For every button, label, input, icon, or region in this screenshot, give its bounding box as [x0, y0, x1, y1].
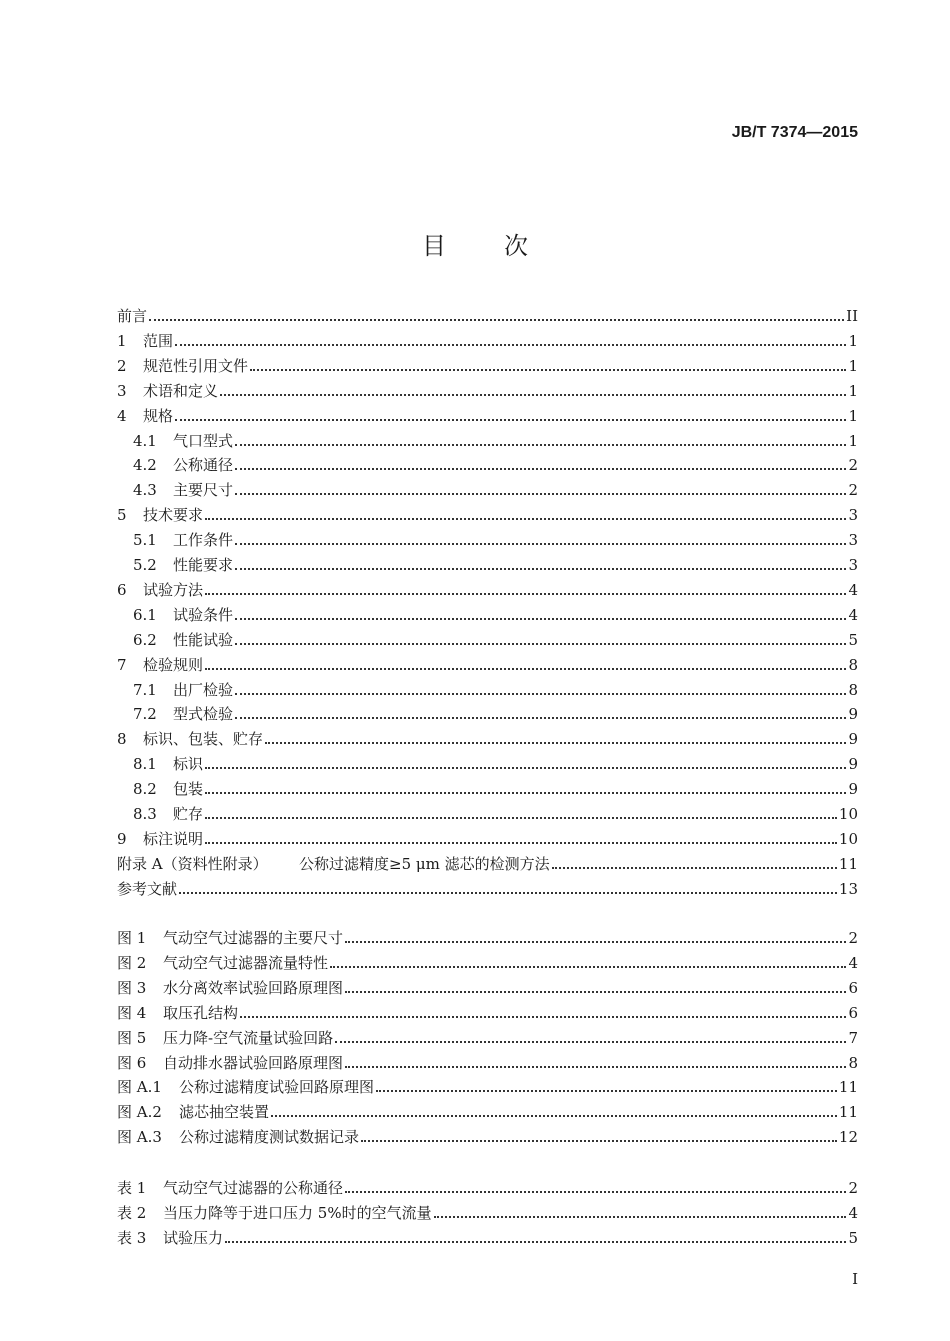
toc-entry-number: 1: [117, 331, 127, 350]
figure-entry-label: 气动空气过滤器流量特性: [163, 953, 329, 972]
toc-entry-number: 4.1: [133, 431, 157, 450]
toc-entry-label: 范围: [143, 331, 174, 350]
toc-entry-leader-dots: [149, 319, 844, 321]
figure-entry-page: 6: [848, 1003, 858, 1022]
title-char-2: 次: [504, 232, 528, 260]
toc-entry-number: 5: [117, 506, 127, 525]
toc-entry[interactable]: [117, 630, 858, 650]
figure-entry-leader-dots: [271, 1115, 837, 1117]
figure-entry-page: 4: [848, 953, 858, 972]
toc-entry-leader-dots: [175, 344, 846, 346]
toc-entry[interactable]: [117, 505, 858, 525]
figure-entry[interactable]: [117, 1003, 858, 1023]
toc-entry-page: 1: [848, 431, 858, 450]
toc-entry-label: 标识: [173, 755, 204, 774]
figure-entry-page: 8: [848, 1053, 858, 1072]
toc-entry-leader-dots: [205, 767, 846, 769]
toc-entry-leader-dots: [235, 543, 846, 545]
toc-entry[interactable]: [117, 306, 858, 326]
toc-entry[interactable]: [117, 406, 858, 426]
toc-entry-number: 4.3: [133, 481, 157, 500]
toc-entry-leader-dots: [205, 518, 846, 520]
toc-entry-number: 7: [117, 655, 127, 674]
toc-entry-label: 参考文献: [117, 879, 178, 898]
toc-entry[interactable]: [117, 605, 858, 625]
toc-entry-page: 8: [848, 655, 858, 674]
figure-entry-leader-dots: [330, 966, 846, 968]
table-entry-label: 当压力降等于进口压力 5%时的空气流量: [163, 1204, 432, 1222]
toc-entry-leader-dots: [179, 892, 837, 894]
toc-entry-leader-dots: [220, 394, 846, 396]
table-entry-label: 气动空气过滤器的公称通径: [163, 1179, 344, 1197]
figure-entry-page: 7: [848, 1028, 858, 1047]
toc-entry-label: 主要尺寸: [173, 481, 234, 500]
toc-entry-label: 性能试验: [173, 630, 234, 649]
toc-entry-page: 1: [848, 381, 858, 400]
toc-entry-number: 7.2: [133, 705, 157, 724]
toc-entry-leader-dots: [205, 593, 846, 595]
table-entry-leader-dots: [345, 1191, 846, 1193]
toc-entry-page: 10: [838, 805, 858, 823]
figure-entry-leader-dots: [335, 1041, 846, 1043]
table-entry-label: 试验压力: [163, 1229, 224, 1247]
toc-entry-leader-dots: [235, 643, 846, 645]
table-entry-page: 4: [848, 1204, 858, 1222]
toc-entry-leader-dots: [235, 693, 846, 695]
table-entry-leader-dots: [225, 1241, 846, 1243]
toc-entry-number: 3: [117, 381, 127, 400]
figure-entry-label: 水分离效率试验回路原理图: [163, 978, 344, 997]
table-entry-number: 表 2: [117, 1204, 147, 1222]
figure-entry-label: 公称过滤精度试验回路原理图: [179, 1078, 375, 1097]
toc-entry[interactable]: [117, 829, 858, 849]
figure-entry-page: 11: [838, 1103, 858, 1122]
toc-entry-number: 2: [117, 356, 127, 375]
table-entry-number: 表 1: [117, 1179, 147, 1197]
toc-entry-label: 技术要求: [143, 506, 204, 525]
toc-entry[interactable]: [117, 680, 858, 700]
toc-entry-label: 试验方法: [143, 580, 204, 599]
figure-entry-leader-dots: [361, 1140, 837, 1142]
toc-entry-page: 3: [848, 531, 858, 550]
toc-entry-number: 7.1: [133, 680, 157, 699]
toc-entry-page: 2: [848, 456, 858, 475]
toc-entry[interactable]: [117, 455, 858, 475]
toc-entry-page: 11: [838, 854, 858, 873]
toc-entry-label: 检验规则: [143, 655, 204, 674]
figure-entry[interactable]: [117, 978, 858, 998]
toc-entry-page: 4: [848, 605, 858, 624]
toc-entry-number: 附录 A（资料性附录）: [117, 854, 268, 873]
figure-entry[interactable]: [117, 928, 858, 948]
toc-entry-page: 1: [848, 406, 858, 425]
toc-entry-leader-dots: [205, 817, 837, 819]
figure-entry-leader-dots: [376, 1090, 837, 1092]
toc-entry-leader-dots: [265, 742, 846, 744]
figure-entry[interactable]: [117, 1102, 858, 1122]
table-entry[interactable]: [117, 1228, 858, 1248]
figure-entry-page: 12: [838, 1128, 858, 1147]
figure-entry-number: 图 4: [117, 1003, 147, 1022]
toc-entry-number: 6.2: [133, 630, 157, 649]
toc-entry[interactable]: [117, 356, 858, 376]
figure-entry-label: 滤芯抽空装置: [179, 1103, 270, 1122]
toc-entry-label: 工作条件: [173, 531, 234, 550]
page-title: [0, 226, 950, 261]
figure-entry-number: 图 5: [117, 1028, 147, 1047]
toc-entry-label: 前言: [117, 307, 148, 325]
toc-entry-leader-dots: [175, 419, 846, 421]
figure-entry-leader-dots: [345, 1066, 846, 1068]
toc-entry-label: 性能要求: [173, 556, 234, 574]
toc-entry-number: 4: [117, 406, 127, 425]
figure-entry-number: 图 6: [117, 1053, 147, 1072]
figure-entry-label: 压力降-空气流量试验回路: [163, 1028, 334, 1047]
figure-entry-page: 11: [838, 1078, 858, 1097]
figure-entry-number: 图 A.2: [117, 1103, 162, 1122]
table-entry-leader-dots: [434, 1216, 847, 1218]
toc-entry-label: 贮存: [173, 805, 204, 823]
page-number: I: [852, 1270, 858, 1288]
figure-entry-number: 图 1: [117, 929, 147, 947]
toc-entry-label: 气口型式: [173, 431, 234, 450]
toc-entry-leader-dots: [552, 867, 837, 869]
table-entry[interactable]: [117, 1178, 858, 1198]
toc-entry[interactable]: [117, 555, 858, 575]
toc-entry[interactable]: [117, 381, 858, 401]
figure-entry-number: 图 2: [117, 953, 147, 972]
table-entry[interactable]: [117, 1203, 858, 1223]
toc-entry-page: 9: [848, 780, 858, 799]
toc-entry[interactable]: [117, 331, 858, 351]
toc-entry-number: 9: [117, 829, 127, 848]
toc-entry[interactable]: [117, 480, 858, 500]
toc-entry[interactable]: [117, 431, 858, 451]
figure-entry[interactable]: [117, 1028, 858, 1048]
toc-entry-leader-dots: [235, 468, 846, 470]
toc-entry-leader-dots: [250, 369, 846, 371]
toc-entry-page: 2: [848, 481, 858, 500]
toc-entry-leader-dots: [205, 842, 837, 844]
toc-entry[interactable]: [117, 754, 858, 774]
toc-entry-page: 8: [848, 680, 858, 699]
toc-entry-number: 8.2: [133, 780, 157, 799]
table-entry-number: 表 3: [117, 1229, 147, 1247]
toc-entry-number: 5.1: [133, 531, 157, 550]
toc-entry-number: 8.3: [133, 805, 157, 823]
toc-entry[interactable]: [117, 854, 858, 874]
figure-entry-label: 公称过滤精度测试数据记录: [179, 1128, 360, 1147]
toc-entry-page: 3: [848, 556, 858, 574]
toc-entry-number: 4.2: [133, 456, 157, 475]
toc-entry-page: 9: [848, 705, 858, 724]
toc-entry-leader-dots: [205, 668, 846, 670]
figure-entry-leader-dots: [345, 991, 846, 993]
toc-entry-leader-dots: [235, 618, 846, 620]
toc-entry-page: 4: [848, 580, 858, 599]
toc-entry[interactable]: [117, 704, 858, 724]
toc-entry[interactable]: [117, 879, 858, 899]
figure-entry[interactable]: [117, 1127, 858, 1147]
toc-entry-page: 3: [848, 506, 858, 525]
table-entry-page: 5: [848, 1229, 858, 1247]
figure-entry-number: 图 A.3: [117, 1128, 162, 1147]
toc-entry-label: 试验条件: [173, 605, 234, 624]
toc-entry[interactable]: [117, 580, 858, 600]
toc-entry-label: 出厂检验: [173, 680, 234, 699]
toc-entry-leader-dots: [235, 493, 846, 495]
toc-entry-page: 9: [848, 755, 858, 774]
toc-entry-leader-dots: [205, 792, 846, 794]
toc-entry-label: 包装: [173, 780, 204, 799]
toc-entry-page: 13: [838, 879, 858, 898]
figure-entry[interactable]: [117, 1077, 858, 1097]
figure-entry[interactable]: [117, 953, 858, 973]
standard-code: JB/T 7374—2015: [731, 124, 858, 141]
toc-entry-leader-dots: [235, 568, 846, 570]
figure-entry-page: 2: [848, 929, 858, 947]
figure-entry-label: 气动空气过滤器的主要尺寸: [163, 929, 344, 947]
toc-entry-number: 8: [117, 730, 127, 749]
figure-entry-leader-dots: [345, 941, 846, 943]
toc-entry-page: 9: [848, 730, 858, 749]
figure-entry-label: 自动排水器试验回路原理图: [163, 1053, 344, 1072]
figure-entry-page: 6: [848, 978, 858, 997]
toc-entry-number: 5.2: [133, 556, 157, 574]
toc-entry-leader-dots: [235, 444, 846, 446]
figure-entry-number: 图 3: [117, 978, 147, 997]
toc-entry-number: 6: [117, 580, 127, 599]
toc-entry-number: 8.1: [133, 755, 157, 774]
figure-entry-leader-dots: [240, 1016, 846, 1018]
toc-entry-label: 术语和定义: [143, 381, 219, 400]
table-entry-page: 2: [848, 1179, 858, 1197]
toc-entry[interactable]: [117, 655, 858, 675]
figure-entry[interactable]: [117, 1053, 858, 1073]
toc-entry-label: 标注说明: [143, 829, 204, 848]
toc-entry-page: II: [846, 307, 858, 325]
toc-entry-number: 6.1: [133, 605, 157, 624]
toc-entry[interactable]: [117, 804, 858, 824]
toc-entry-label: 规范性引用文件: [143, 356, 249, 375]
figure-entry-number: 图 A.1: [117, 1078, 162, 1097]
toc-entry-leader-dots: [235, 717, 846, 719]
toc-entry-page: 1: [848, 356, 858, 375]
toc-entry[interactable]: [117, 729, 858, 749]
title-char-1: 目: [422, 232, 446, 260]
toc-entry-label: 规格: [143, 406, 174, 425]
toc-entry-page: 10: [838, 829, 858, 848]
figure-entry-label: 取压孔结构: [163, 1003, 239, 1022]
toc-entry-page: 5: [848, 630, 858, 649]
toc-entry-label: 型式检验: [173, 705, 234, 724]
toc-entry-label: 公称通径: [173, 456, 234, 475]
toc-entry-label: 公称过滤精度≥5 μm 滤芯的检测方法: [299, 854, 550, 873]
toc-entry-label: 标识、包装、贮存: [143, 730, 264, 749]
toc-entry-page: 1: [848, 331, 858, 350]
toc-entry[interactable]: [117, 779, 858, 799]
toc-entry[interactable]: [117, 530, 858, 550]
